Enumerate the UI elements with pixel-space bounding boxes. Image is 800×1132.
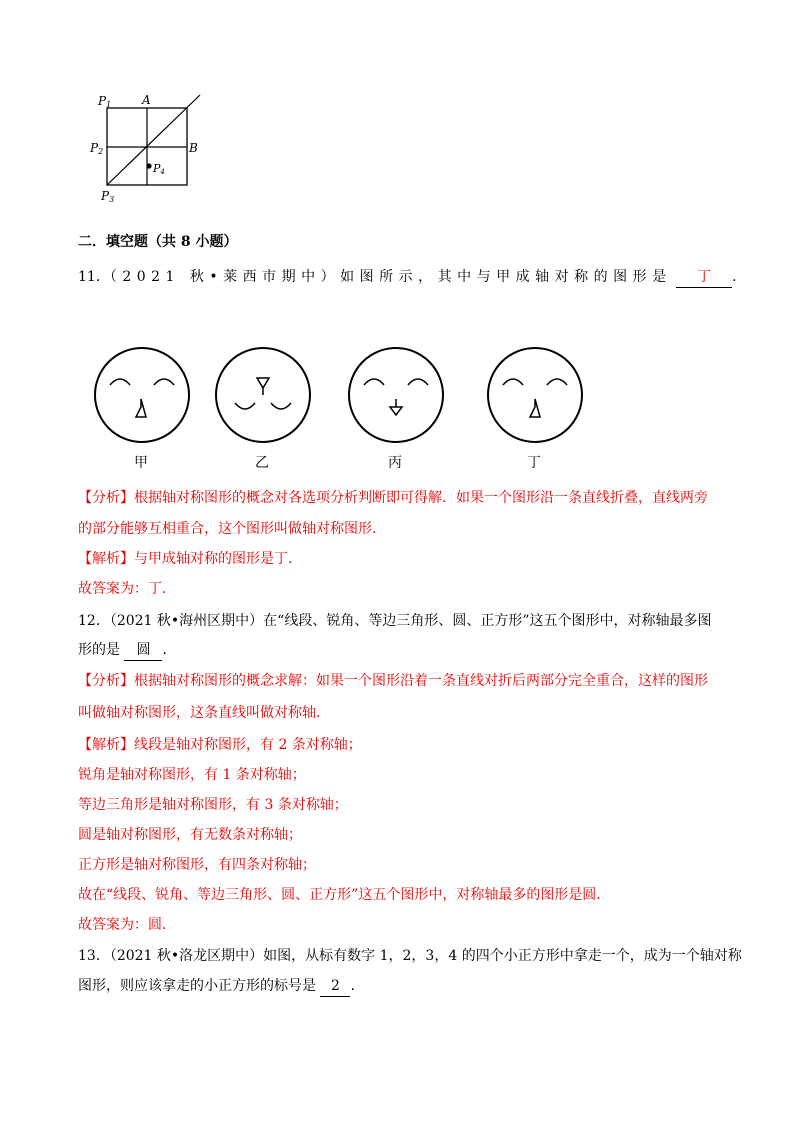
square-grid-figure [88,90,218,215]
face-label-bing: 丙 [388,455,402,471]
q11-final-answer: 故答案为：丁． [78,581,176,597]
section-title: 二．填空题（共 8 小题） [78,234,238,250]
q12-solution-tag: 【解析】 [78,737,134,753]
q13-answer-blank: 2 [320,976,350,997]
face-yi [216,348,310,442]
label-p1: P1 [98,94,112,109]
q11-solution-tag: 【解析】 [78,551,134,567]
q12-stem-line-1 [78,611,711,631]
q12-stem-line-2: 形的是 圆 . [78,640,167,661]
q13-stem-text-2: 图形，则应该拿走的小正方形的标号是 [78,978,316,994]
q12-solution-text: 线段是轴对称图形，有 2 条对称轴； [134,737,362,753]
face-jia [95,348,189,442]
q13-stem-line-1 [78,946,742,966]
face-label-ding: 丁 [527,455,541,471]
q12-stem-text-2: 形的是 [78,642,120,658]
face-bing [349,348,443,442]
label-p3: P3 [101,189,115,204]
q11-solution [78,549,302,569]
q12-analysis-line-1: 【分析】根据轴对称图形的概念求解：如果一个图形沿着一条直线对折后两部分完全重合，这样的图形 [78,673,708,689]
q12-answer-blank: 圆 [124,640,162,661]
q11-solution-text: 与甲成轴对称的图形是丁． [134,551,302,567]
q11-analysis-line-2: 的部分能够互相重合，这个图形叫做轴对称图形． [78,521,386,537]
label-b: B [189,141,198,155]
q11-stem: 11．（2021 秋•莱西市期中）如图所示，其中与甲成轴对称的图形是 丁 . [78,267,737,288]
q12-solution-line-3: 等边三角形是轴对称图形，有 3 条对称轴； [78,797,348,813]
q12-stem-text-1: （2021 秋•海州区期中）在“线段、锐角、等边三角形、圆、正方形”这五个图形中，对称轴最多图 [109,613,712,629]
q12-number: 12． [78,613,110,629]
point-p4 [146,163,151,168]
q12-solution-line-5: 正方形是轴对称图形，有四条对称轴； [78,857,316,873]
q12-solution-line-4: 圆是轴对称图形，有无数条对称轴； [78,827,302,843]
q12-analysis-line-2: 叫做轴对称图形，这条直线叫做对称轴． [78,705,330,721]
q11-analysis-line-1: 【分析】根据轴对称图形的概念对各选项分析判断即可得解．如果一个图形沿一条直线折叠，直线两旁 [78,490,708,506]
q12-final-answer: 故答案为：圆． [78,917,176,933]
faces-figure [80,345,600,475]
label-p2: P2 [90,141,104,156]
q12-solution-line-2: 锐角是轴对称图形，有 1 条对称轴； [78,767,306,783]
face-label-jia: 甲 [134,455,148,471]
q12-solution-line-6: 故在“线段、锐角、等边三角形、圆、正方形”这五个图形中，对称轴最多的图形是圆． [78,887,611,903]
face-ding [488,348,582,442]
label-p4: P4 [153,162,165,176]
q12-solution [78,735,362,755]
q11-number: 11． [78,269,110,285]
q13-number: 13． [78,948,110,964]
q11-answer-blank: 丁 [676,267,732,288]
q13-stem-line-2: 图形，则应该拿走的小正方形的标号是 2 . [78,976,355,997]
q13-stem-text-1: （2021 秋•洛龙区期中）如图，从标有数字 1，2，3，4 的四个小正方形中拿走一个，成为一个轴对称 [109,948,742,964]
face-label-yi: 乙 [255,455,269,471]
q11-stem-text: （2021 秋•莱西市期中）如图所示，其中与甲成轴对称的图形是 [109,269,672,285]
label-a: A [142,93,151,107]
